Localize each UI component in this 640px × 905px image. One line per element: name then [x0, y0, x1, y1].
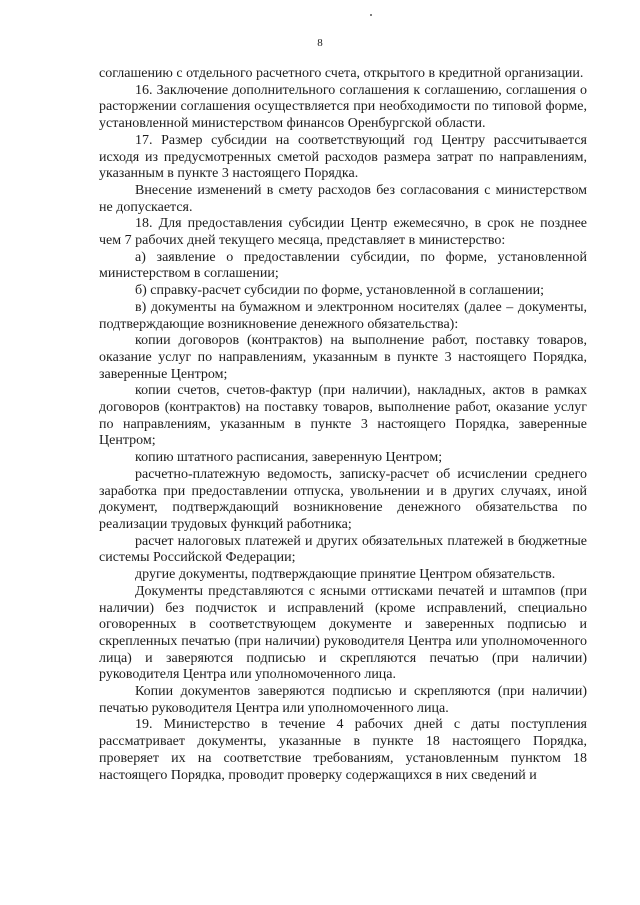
paragraph-17-note: Внесение изменений в смету расходов без согласования с министерством не допускается. — [99, 182, 587, 215]
page-number: 8 — [317, 37, 323, 49]
paragraph-doc-requirements: Документы представляются с ясными оттисками печатей и штампов (при наличии) без подчисток и исправлений (кроме исправлений, специально оговоренных в соответствующем документе и заверенных подписью и скрепленных печатью (при наличии) руководителя Центра или уполномоченного лица) и заверяются подписью и скрепляются печатью (при наличии) руководителя Центра или уполномоченного лица. — [99, 583, 587, 683]
paragraph-18-v: в) документы на бумажном и электронном носителях (далее – документы, подтверждающие возникновение денежного обязательства): — [99, 299, 587, 332]
paragraph-18: 18. Для предоставления субсидии Центр ежемесячно, в срок не позднее чем 7 рабочих дней текущего месяца, представляет в министерство: — [99, 216, 587, 249]
scan-speck — [370, 14, 372, 16]
paragraph-17: 17. Размер субсидии на соответствующий год Центру рассчитывается исходя из предусмотренных сметой расходов размера затрат по направлениям, указанным в пункте 3 настоящего Порядка. — [99, 132, 587, 182]
paragraph-18-a: а) заявление о предоставлении субсидии, по форме, установленной министерством в соглашении; — [99, 249, 587, 282]
paragraph-other-docs: другие документы, подтверждающие принятие Центром обязательств. — [135, 567, 556, 583]
paragraph-staffing: копию штатного расписания, заверенную Центром; — [135, 450, 443, 466]
paragraph-continuation: соглашению с отдельного расчетного счета, открытого в кредитной организации. — [99, 66, 584, 81]
paragraph-contracts: копии договоров (контрактов) на выполнение работ, поставку товаров, оказание услуг по направлениям, указанным в пункте 3 настоящего Порядка, заверенные Центром; — [99, 333, 587, 382]
paragraph-19: 19. Министерство в течение 4 рабочих дней с даты поступления рассматривает документы, указанные в пункте 18 настоящего Порядка, проверяет их на соответствие требованиям, установленным пунктом 18 настоящего Порядка, проводит проверку содержащихся в них сведений и — [99, 717, 587, 783]
body-text — [99, 66, 587, 784]
paragraph-payroll: расчетно-платежную ведомость, записку-расчет об исчислении среднего заработка при предоставлении отпуска, увольнении и в других случаях, иной документ, подтверждающий возникновение денежного обязательства по реализации трудовых функций работника; — [99, 466, 587, 532]
paragraph-invoices: копии счетов, счетов-фактур (при наличии), накладных, актов в рамках договоров (контрактов) на поставку товаров, выполнение работ, оказание услуг по направлениям, указанным в пункте 3 настоящего Порядка, заверенные Центром; — [99, 383, 587, 449]
paragraph-copies: Копии документов заверяются подписью и скрепляются (при наличии) печатью руководителя Центра или уполномоченного лица. — [99, 684, 587, 716]
paragraph-16: 16. Заключение дополнительного соглашения к соглашению, соглашения о расторжении соглашения осуществляется при необходимости по типовой форме, установленной министерством финансов Оренбургской области. — [99, 82, 587, 132]
paragraph-taxes: расчет налоговых платежей и других обязательных платежей в бюджетные системы Российской Федерации; — [99, 533, 587, 566]
paragraph-18-b: б) справку-расчет субсидии по форме, установленной в соглашении; — [135, 283, 545, 299]
